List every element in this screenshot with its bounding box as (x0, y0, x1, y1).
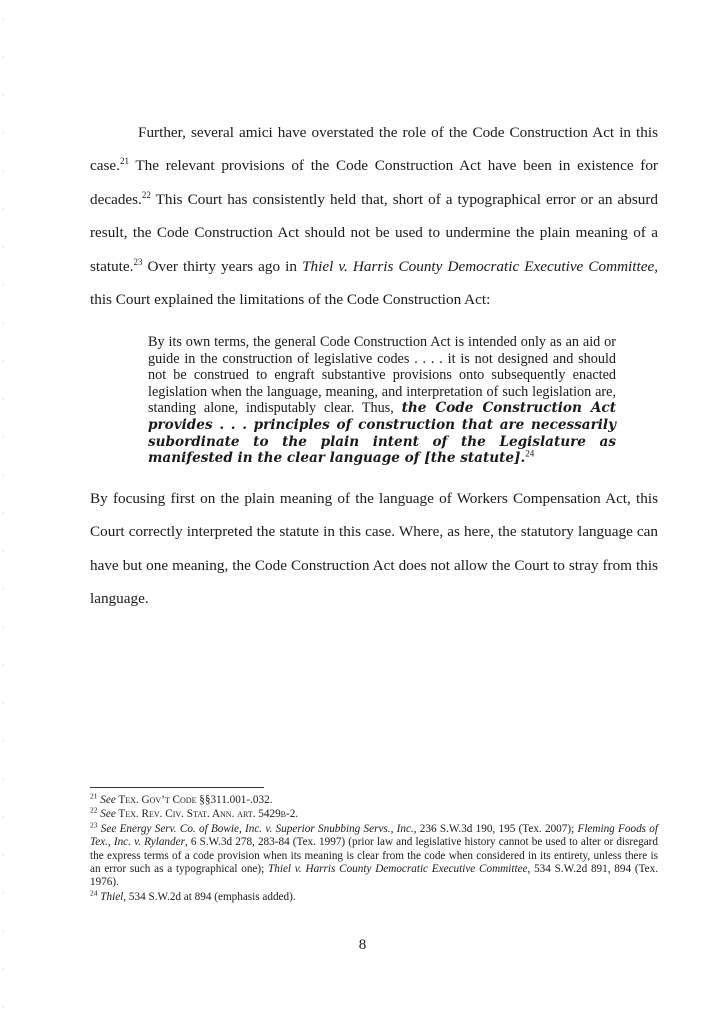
signal-see: See (100, 794, 116, 806)
signal-see: See (100, 808, 116, 821)
signal-see: See (100, 822, 117, 835)
citation: , 6 S.W.3d 278, 283-84 (Tex. 1997) (prior law and legislative history cannot be used to alter or disregard the express terms of a code provision when its meaning is clear from the code when considered in its entirety, unless there is an error such as a typographical one); (90, 836, 658, 876)
footnote-ref-21: 21 (119, 156, 129, 167)
footnote-ref-22: 22 (141, 189, 151, 200)
block-quote (148, 334, 616, 467)
case-name: Fleming Foods of Tex., Inc. v. Rylander (90, 822, 658, 849)
case-name: Thiel (100, 890, 124, 903)
scan-margin-marks (0, 0, 8, 1024)
case-name: Energy Serv. Co. of Bowie, Inc. v. Superior Snubbing Servs., Inc. (116, 822, 414, 835)
citation: , 534 S.W.2d 891, 894 (Tex. 1976). (90, 863, 658, 889)
quote-emphasis: the Code Construction Act provides . . . principles of construction that are necessarily subordinate to the plain intent of the Legislature as manifested in the clear language of [the statute]. (148, 400, 616, 467)
footnote-22 (90, 805, 658, 821)
footnote-ref-24: 24 (525, 448, 535, 459)
citation: Tex. Rev. Civ. Stat. Ann. art. 5429b-2. (115, 808, 299, 821)
paragraph-text: Further, several amici have overstated the role of the Code Construction Act in this case. (90, 124, 658, 175)
footnote-number: 24 (90, 888, 98, 898)
citation: , 534 S.W.2d at 894 (emphasis added). (123, 890, 296, 903)
footnotes (90, 791, 658, 905)
footnote-ref-23: 23 (133, 256, 143, 267)
paragraph-conclusion: By focusing first on the plain meaning of the language of Workers Compensation Act, this Court correctly interpreted the statute in this case. Where, as here, the statutory language can have but one meaning, the Code Construction Act does not allow the Court to stray from this language. (90, 490, 658, 608)
footnote-24 (90, 888, 658, 904)
citation: , 236 S.W.3d 190, 195 (Tex. 2007); (413, 822, 578, 835)
footnote-divider (90, 787, 264, 788)
case-name: Thiel v. Harris County Democratic Executive Committee (268, 863, 528, 876)
footnote-23 (90, 820, 658, 890)
case-name-thiel: Thiel v. Harris County Democratic Executive Committee (302, 257, 655, 275)
paragraph-text: This Court has consistently held that, short of a typographical error or an absurd result, the Code Construction Act should not be used to undermine the plain meaning of a statute. (90, 190, 658, 275)
footnote-number: 23 (90, 820, 98, 830)
quote-text: By its own terms, the general Code Construction Act is intended only as an aid or guide in the construction of legislative codes . . . . it is not designed and should not be construed to engraft substantive provisions onto subsequently enacted legislation when the language, meaning, and interpretation of such legislation are, standing alone, indisputably clear. Thus, (148, 334, 616, 417)
footnote-number: 21 (90, 791, 98, 801)
footnote-21 (90, 791, 658, 807)
paragraph-text: The relevant provisions of the Code Construction Act have been in existence for decades. (90, 157, 658, 208)
page-number: 8 (358, 937, 367, 953)
paragraph-text: Over thirty years ago in (142, 257, 303, 275)
footnote-number: 22 (90, 805, 98, 815)
paragraph-code-construction (90, 116, 658, 316)
paragraph-text: , this Court explained the limitations of the Code Construction Act: (90, 257, 658, 309)
citation: Tex. Gov’t Code §§311.001-.032. (115, 794, 273, 806)
